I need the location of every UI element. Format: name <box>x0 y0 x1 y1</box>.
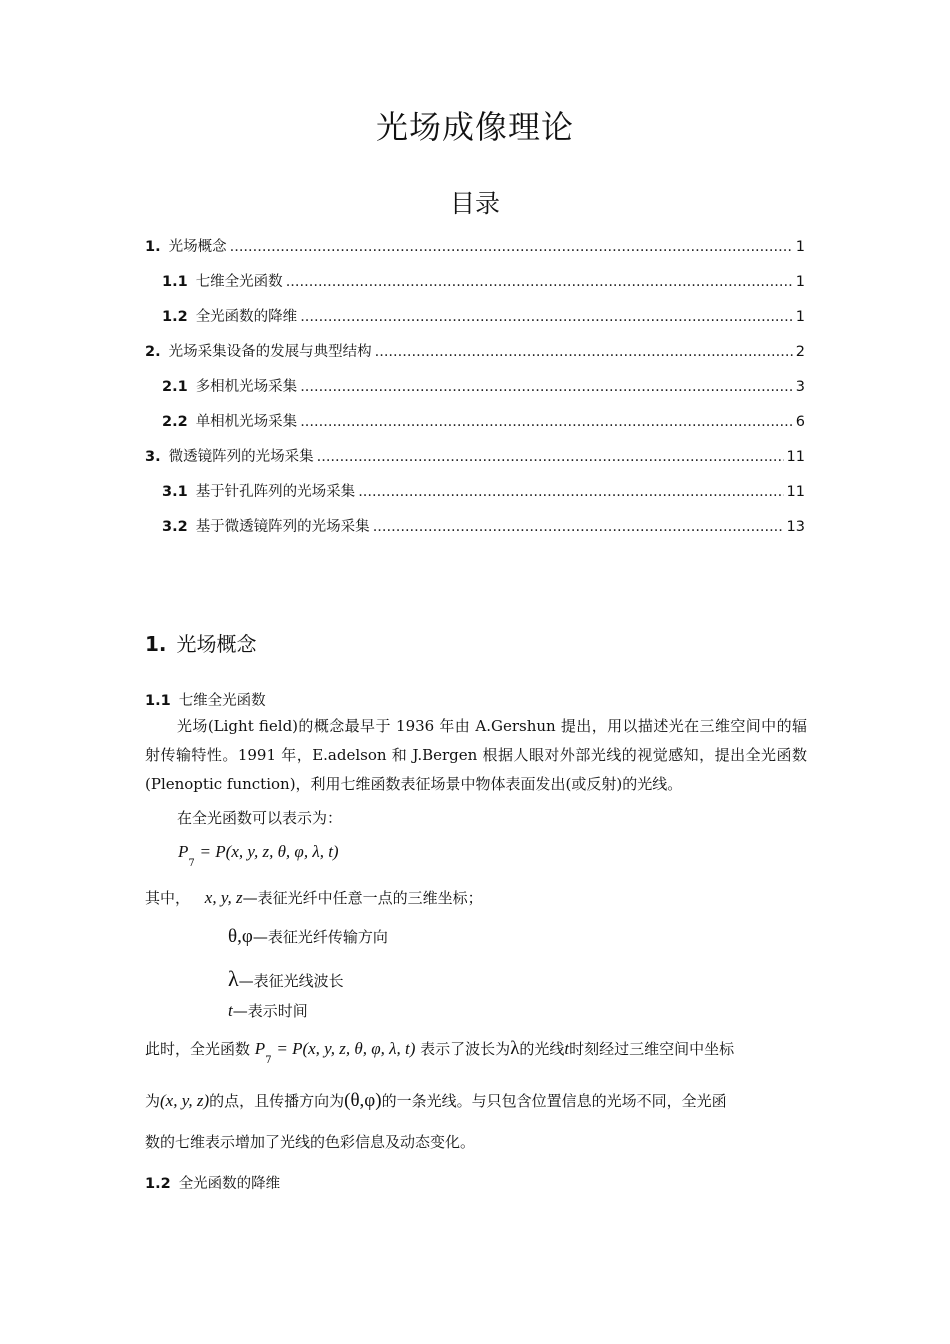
toc-entry-page: 6 <box>795 414 805 430</box>
toc-entry[interactable] <box>145 235 805 270</box>
toc-entry-title: 基于针孔阵列的光场采集 <box>195 484 356 500</box>
definition-row <box>228 966 344 992</box>
symbol-xyz: (x, y, z) <box>160 1091 210 1110</box>
toc-entry-number: 1.1 <box>162 274 188 290</box>
toc-entry-page: 11 <box>786 449 805 465</box>
table-of-contents <box>145 235 805 550</box>
toc-entry-title: 基于微透镜阵列的光场采集 <box>195 519 370 535</box>
summary-line <box>145 1038 735 1066</box>
toc-entry[interactable] <box>145 375 805 410</box>
toc-entry-title: 光场概念 <box>168 239 227 255</box>
symbol-t: t <box>564 1039 570 1058</box>
symbol-lambda: λ <box>510 1038 520 1059</box>
toc-entry-title: 微透镜阵列的光场采集 <box>168 449 314 465</box>
section-number: 1. <box>145 632 167 656</box>
symbol-xyz: x, y, z <box>204 888 243 907</box>
toc-entry-title: 光场采集设备的发展与典型结构 <box>168 344 372 360</box>
toc-leader <box>300 309 793 325</box>
summary-text: 时刻经过三维空间中坐标 <box>569 1040 735 1058</box>
toc-entry-page: 1 <box>795 239 805 255</box>
summary-text: 表示了波长为 <box>420 1040 511 1058</box>
toc-entry-title: 单相机光场采集 <box>195 414 298 430</box>
toc-entry-title: 全光函数的降维 <box>195 309 298 325</box>
definition-row <box>145 887 483 908</box>
formula <box>178 842 339 869</box>
toc-entry-page: 3 <box>795 379 805 395</box>
summary-text: 的光线 <box>519 1040 565 1058</box>
toc-entry-page: 2 <box>795 344 805 360</box>
formula-subscript: 7 <box>265 1055 272 1066</box>
toc-leader <box>230 239 793 255</box>
toc-entry-number: 1.2 <box>162 309 188 325</box>
toc-entry-title: 多相机光场采集 <box>195 379 298 395</box>
toc-leader <box>317 449 784 465</box>
summary-text: 数的七维表示增加了光线的色彩信息及动态变化。 <box>145 1133 476 1151</box>
toc-entry-number: 3.1 <box>162 484 188 500</box>
toc-entry-number: 2.1 <box>162 379 188 395</box>
document-title: 光场成像理论 <box>375 108 574 146</box>
summary-text: 为 <box>145 1092 161 1110</box>
symbol-lambda: λ <box>228 966 239 991</box>
symbol-description: —表示时间 <box>232 1002 308 1020</box>
toc-leader <box>300 379 793 395</box>
subsection-heading <box>145 1172 280 1193</box>
toc-entry[interactable] <box>145 305 805 340</box>
toc-entry[interactable] <box>145 445 805 480</box>
body-paragraph: 在全光函数可以表示为： <box>177 809 343 827</box>
subsection-number: 1.2 <box>145 1176 171 1192</box>
formula-subscript: 7 <box>188 858 195 869</box>
summary-text: 的一条光线。与只包含位置信息的光场不同，全光函 <box>381 1092 727 1110</box>
symbol-theta-phi: θ,φ <box>228 926 253 947</box>
symbol-theta-phi: (θ,φ) <box>344 1090 382 1111</box>
toc-entry[interactable] <box>145 480 805 515</box>
toc-entry-page: 11 <box>786 484 805 500</box>
summary-text: 此时，全光函数 <box>145 1040 251 1058</box>
subsection-number: 1.1 <box>145 693 171 709</box>
toc-heading: 目录 <box>449 189 500 218</box>
formula-rhs: = P(x, y, z, θ, φ, λ, t) <box>199 842 339 861</box>
toc-entry-page: 1 <box>795 309 805 325</box>
definition-prefix: 其中， <box>145 889 191 907</box>
definition-row <box>228 1000 308 1021</box>
symbol-description: —表征光纤中任意一点的三维坐标； <box>242 889 483 907</box>
definition-row <box>228 926 388 948</box>
toc-leader <box>373 519 784 535</box>
toc-entry-title: 七维全光函数 <box>195 274 283 290</box>
summary-text: 的点，且传播方向为 <box>209 1092 345 1110</box>
toc-entry-number: 3.2 <box>162 519 188 535</box>
section-heading <box>145 628 257 657</box>
toc-entry-number: 2. <box>145 344 161 360</box>
toc-entry[interactable] <box>145 270 805 305</box>
formula-rhs: = P(x, y, z, θ, φ, λ, t) <box>276 1039 416 1058</box>
toc-entry-number: 3. <box>145 449 161 465</box>
toc-entry-number: 1. <box>145 239 161 255</box>
toc-leader <box>358 484 783 500</box>
formula-lhs: P <box>178 842 189 861</box>
toc-leader <box>375 344 793 360</box>
symbol-description: —表征光线波长 <box>238 972 344 990</box>
toc-entry[interactable] <box>145 410 805 445</box>
subsection-title: 全光函数的降维 <box>178 1176 281 1192</box>
formula-lhs: P <box>254 1039 266 1058</box>
section-title: 光场概念 <box>176 632 257 656</box>
symbol-t: t <box>228 1001 233 1020</box>
toc-entry-page: 13 <box>786 519 805 535</box>
body-paragraph: 光场(Light field)的概念最早于 1936 年由 A.Gershun 提出，用以描述光在三维空间中的辐射传输特性。1991 年，E.adelson 和 J.Bergen 根据人眼对外部光线的视觉感知，提出全光函数(Plenoptic function)，利用七维函数表征场景中物体表面发出(或反射)的光线。 <box>145 717 807 793</box>
summary-line <box>145 1090 727 1112</box>
toc-entry[interactable] <box>145 515 805 550</box>
subsection-title: 七维全光函数 <box>178 693 266 709</box>
summary-line <box>145 1131 475 1152</box>
toc-entry-page: 1 <box>795 274 805 290</box>
toc-entry[interactable] <box>145 340 805 375</box>
toc-leader <box>286 274 793 290</box>
symbol-description: —表征光纤传输方向 <box>252 928 388 946</box>
toc-leader <box>300 414 793 430</box>
toc-entry-number: 2.2 <box>162 414 188 430</box>
